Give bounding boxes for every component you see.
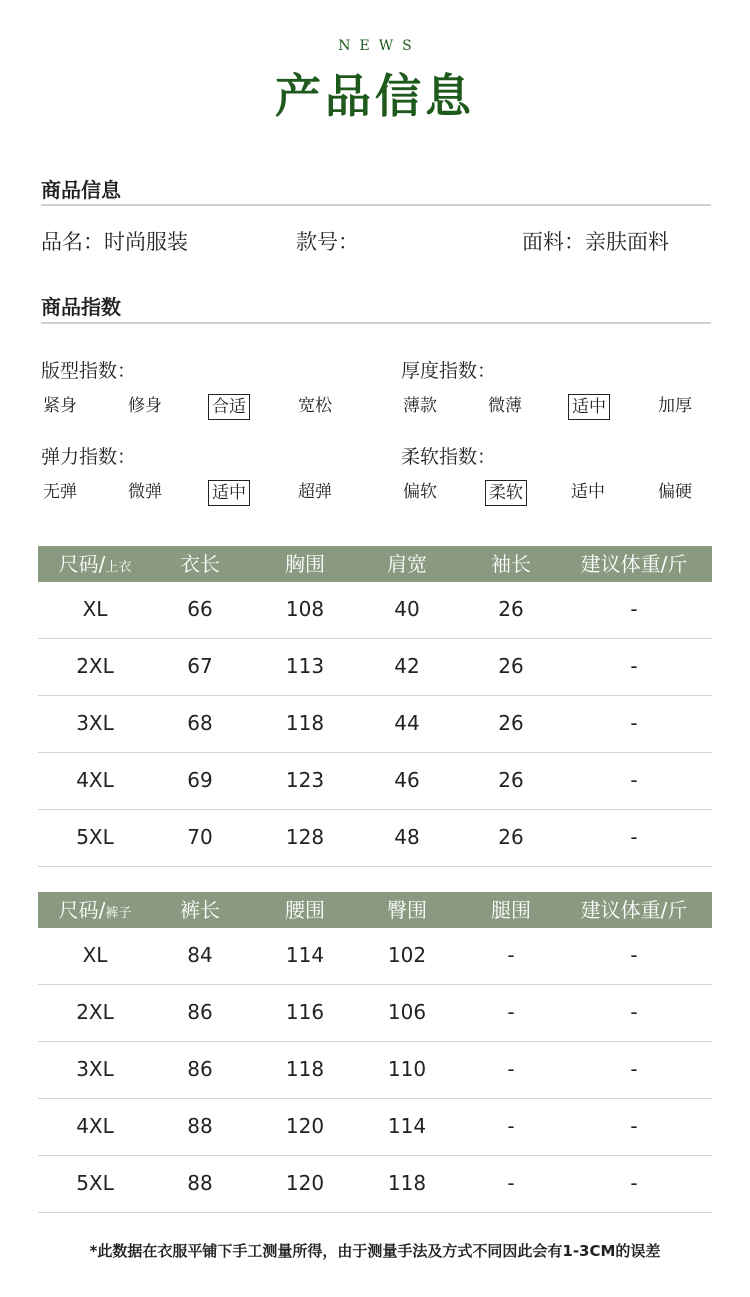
size-column-header: 尺码/裤子 [58, 898, 132, 922]
table-cell: 114 [387, 1114, 427, 1138]
table-cell: - [630, 825, 638, 849]
table-row [38, 1156, 712, 1213]
table-cell: 88 [187, 1114, 213, 1138]
top-size-table [38, 546, 712, 867]
product-info-title: 商品信息 [41, 178, 121, 202]
softness-index-options [401, 480, 721, 510]
table-cell: 68 [187, 711, 213, 735]
table-cell: 69 [187, 768, 213, 792]
size-column-header: 尺码/上衣 [58, 552, 132, 576]
table-cell: 26 [498, 711, 524, 735]
column-header: 衣长 [180, 552, 220, 576]
table-cell: 114 [285, 943, 325, 967]
table-cell: 120 [285, 1171, 325, 1195]
table-cell: 110 [387, 1057, 427, 1081]
fit-option: 紧身 [43, 396, 77, 416]
table-cell: - [630, 1171, 638, 1195]
size-cell: 5XL [76, 1171, 114, 1195]
indices-title: 商品指数 [41, 295, 121, 319]
table-cell: 118 [285, 711, 325, 735]
table-cell: 26 [498, 654, 524, 678]
column-header: 裤长 [180, 898, 220, 922]
fit-option: 宽松 [298, 396, 332, 416]
size-cell: XL [82, 597, 108, 621]
table-cell: 102 [387, 943, 427, 967]
table-cell: 86 [187, 1057, 213, 1081]
table-cell: - [630, 768, 638, 792]
table-row [38, 753, 712, 810]
table-cell: - [507, 1057, 515, 1081]
table-row [38, 696, 712, 753]
product-info-divider [41, 204, 711, 206]
thickness-option: 加厚 [658, 396, 692, 416]
size-cell: 2XL [76, 1000, 114, 1024]
table-cell: - [507, 1114, 515, 1138]
table-cell: 70 [187, 825, 213, 849]
size-cell: 5XL [76, 825, 114, 849]
column-header: 臀围 [387, 898, 427, 922]
column-header: 腰围 [285, 898, 325, 922]
size-cell: 4XL [76, 1114, 114, 1138]
table-cell: 106 [387, 1000, 427, 1024]
table-header [38, 892, 712, 928]
table-cell: - [630, 1057, 638, 1081]
page-title: 产品信息 [275, 69, 475, 123]
table-cell: - [507, 1000, 515, 1024]
softness-index-label: 柔软指数： [401, 446, 497, 468]
elasticity-option: 适中 [208, 480, 250, 506]
product-info-row [41, 226, 711, 256]
table-cell: 67 [187, 654, 213, 678]
table-cell: 26 [498, 768, 524, 792]
size-cell: 3XL [76, 1057, 114, 1081]
elasticity-option: 微弹 [128, 482, 162, 502]
table-cell: 48 [394, 825, 420, 849]
table-cell: - [630, 654, 638, 678]
table-cell: 26 [498, 825, 524, 849]
elasticity-index-label: 弹力指数： [41, 446, 137, 468]
news-label: NEWS [338, 38, 421, 54]
product-name: 品名：时尚服装 [41, 230, 188, 254]
table-cell: - [630, 597, 638, 621]
size-cell: 4XL [76, 768, 114, 792]
thickness-option: 薄款 [403, 396, 437, 416]
size-cell: XL [82, 943, 108, 967]
table-cell: 42 [394, 654, 420, 678]
table-cell: - [507, 943, 515, 967]
softness-option: 偏软 [403, 482, 437, 502]
elasticity-index-options [41, 480, 361, 510]
table-cell: 108 [285, 597, 325, 621]
table-cell: - [630, 711, 638, 735]
table-row [38, 928, 712, 985]
table-cell: 40 [394, 597, 420, 621]
table-cell: 118 [387, 1171, 427, 1195]
size-cell: 3XL [76, 711, 114, 735]
column-header: 建议体重/斤 [580, 898, 688, 922]
table-cell: - [630, 1114, 638, 1138]
indices-divider [41, 322, 711, 324]
thickness-index-options [401, 394, 721, 424]
table-cell: 46 [394, 768, 420, 792]
thickness-option: 微薄 [488, 396, 522, 416]
column-header: 建议体重/斤 [580, 552, 688, 576]
table-cell: 118 [285, 1057, 325, 1081]
table-header [38, 546, 712, 582]
table-cell: 116 [285, 1000, 325, 1024]
pants-size-table [38, 892, 712, 1213]
elasticity-option: 超弹 [298, 482, 332, 502]
table-cell: 26 [498, 597, 524, 621]
thickness-index-label: 厚度指数： [401, 360, 497, 382]
table-row [38, 985, 712, 1042]
table-row [38, 639, 712, 696]
table-cell: 66 [187, 597, 213, 621]
fit-index [41, 356, 361, 424]
column-header: 胸围 [285, 552, 325, 576]
thickness-index [401, 356, 721, 424]
page-header [0, 38, 750, 126]
table-row [38, 810, 712, 867]
fit-option: 合适 [208, 394, 250, 420]
table-cell: 113 [285, 654, 325, 678]
column-header: 肩宽 [387, 552, 427, 576]
softness-option: 偏硬 [658, 482, 692, 502]
softness-option: 柔软 [485, 480, 527, 506]
elasticity-index [41, 442, 361, 510]
table-cell: - [507, 1171, 515, 1195]
elasticity-option: 无弹 [43, 482, 77, 502]
column-header: 腿围 [491, 898, 531, 922]
table-cell: 128 [285, 825, 325, 849]
fit-option: 修身 [128, 396, 162, 416]
table-cell: - [630, 943, 638, 967]
size-cell: 2XL [76, 654, 114, 678]
table-cell: 88 [187, 1171, 213, 1195]
table-cell: 86 [187, 1000, 213, 1024]
softness-index [401, 442, 721, 510]
table-row [38, 1099, 712, 1156]
measurement-footnote: *此数据在衣服平铺下手工测量所得，由于测量手法及方式不同因此会有1-3CM的误差 [89, 1242, 661, 1260]
fabric: 面料：亲肤面料 [522, 230, 669, 254]
style-number: 款号： [296, 230, 359, 254]
fit-index-options [41, 394, 361, 424]
table-cell: 123 [285, 768, 325, 792]
table-row [38, 1042, 712, 1099]
table-cell: 44 [394, 711, 420, 735]
table-cell: - [630, 1000, 638, 1024]
column-header: 袖长 [491, 552, 531, 576]
table-row [38, 582, 712, 639]
softness-option: 适中 [571, 482, 605, 502]
thickness-option: 适中 [568, 394, 610, 420]
table-cell: 84 [187, 943, 213, 967]
fit-index-label: 版型指数： [41, 360, 137, 382]
table-cell: 120 [285, 1114, 325, 1138]
